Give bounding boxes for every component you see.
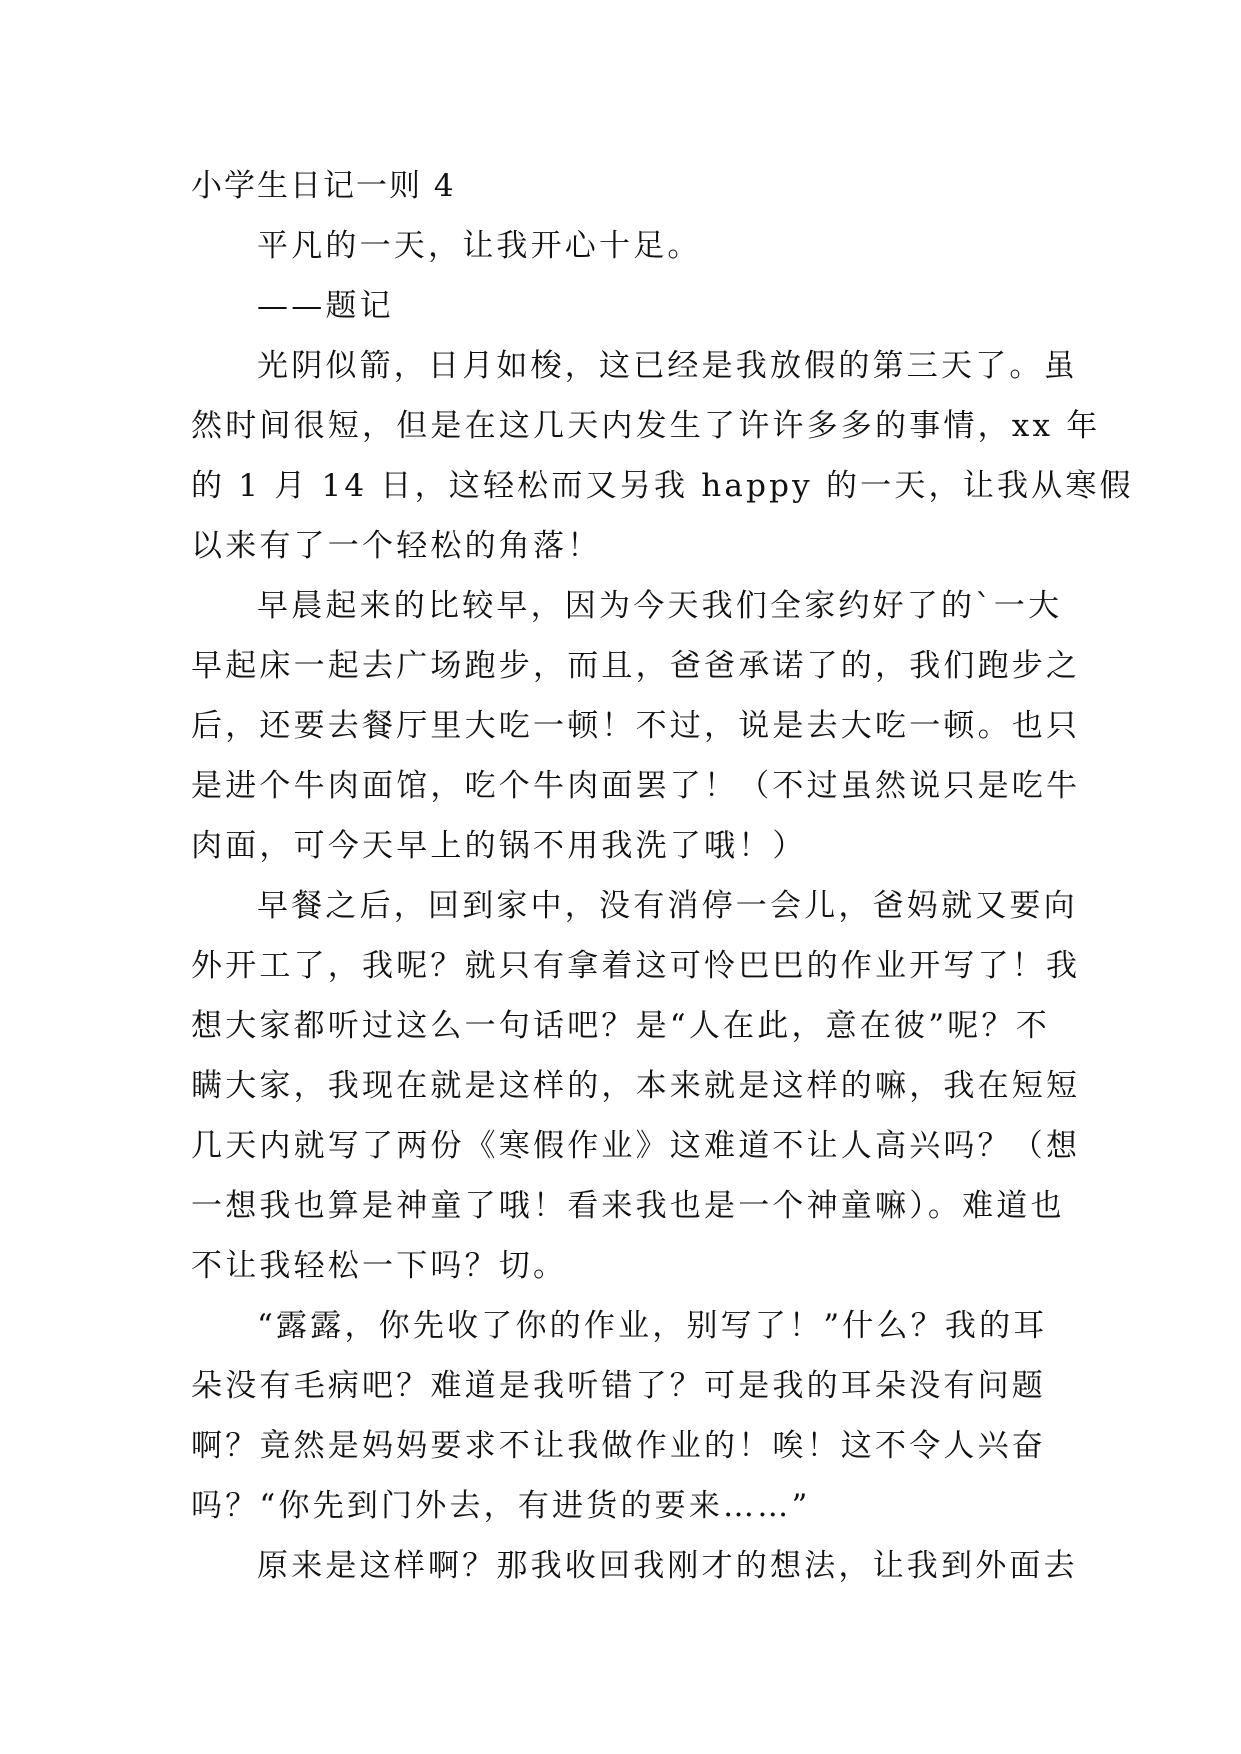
- paragraph-line: 然时间很短，但是在这几天内发生了许许多多的事情，xx 年: [191, 408, 1101, 444]
- epigraph-line: 平凡的一天，让我开心十足。: [257, 228, 702, 264]
- paragraph-line: 肉面，可今天早上的锅不用我洗了哦！）: [191, 828, 807, 864]
- paragraph-line: 是进个牛肉面馆，吃个牛肉面罢了！（不过虽然说只是吃牛: [191, 768, 1081, 804]
- paragraph-line: 想大家都听过这么一句话吧？是“人在此，意在彼”呢？不: [191, 1008, 1050, 1044]
- paragraph-line: 后，还要去餐厅里大吃一顿！不过，说是去大吃一顿。也只: [191, 708, 1081, 744]
- paragraph-line: 朵没有毛病吧？难道是我听错了？可是我的耳朵没有问题: [191, 1368, 1046, 1404]
- paragraph-line: 早晨起来的比较早，因为今天我们全家约好了的`一大: [257, 588, 1063, 624]
- paragraph-line: 早餐之后，回到家中，没有消停一会儿，爸妈就又要向: [257, 888, 1078, 924]
- paragraph-line: “露露，你先收了你的作业，别写了！”什么？我的耳: [257, 1308, 1048, 1344]
- paragraph-line: 原来是这样啊？那我收回我刚才的想法，让我到外面去: [257, 1548, 1078, 1584]
- diary-text: [191, 156, 1134, 1596]
- epigraph-attribution: ——题记: [257, 288, 394, 324]
- paragraph-line: 光阴似箭，日月如梭，这已经是我放假的第三天了。虽: [257, 348, 1078, 384]
- paragraph-line: 早起床一起去广场跑步，而且，爸爸承诺了的，我们跑步之: [191, 648, 1081, 684]
- paragraph-line: 不让我轻松一下吗？切。: [191, 1248, 568, 1284]
- paragraph-line: 啊？竟然是妈妈要求不让我做作业的！唉！这不令人兴奋: [191, 1428, 1046, 1464]
- paragraph-line: 一想我也算是神童了哦！看来我也是一个神童嘛）。难道也: [191, 1188, 1065, 1224]
- document-title: 小学生日记一则 4: [191, 168, 456, 204]
- paragraph-line: 几天内就写了两份《寒假作业》这难道不让人高兴吗？（想: [191, 1128, 1081, 1164]
- paragraph-line: 吗？“你先到门外去，有进货的要来……”: [191, 1488, 811, 1524]
- paragraph-line: 的 1 月 14 日，这轻松而又另我 happy 的一天，让我从寒假: [191, 468, 1134, 504]
- paragraph-line: 瞒大家，我现在就是这样的，本来就是这样的嘛，我在短短: [191, 1068, 1081, 1104]
- paragraph-line: 外开工了，我呢？就只有拿着这可怜巴巴的作业开写了！我: [191, 948, 1081, 984]
- paragraph-line: 以来有了一个轻松的角落！: [191, 528, 602, 564]
